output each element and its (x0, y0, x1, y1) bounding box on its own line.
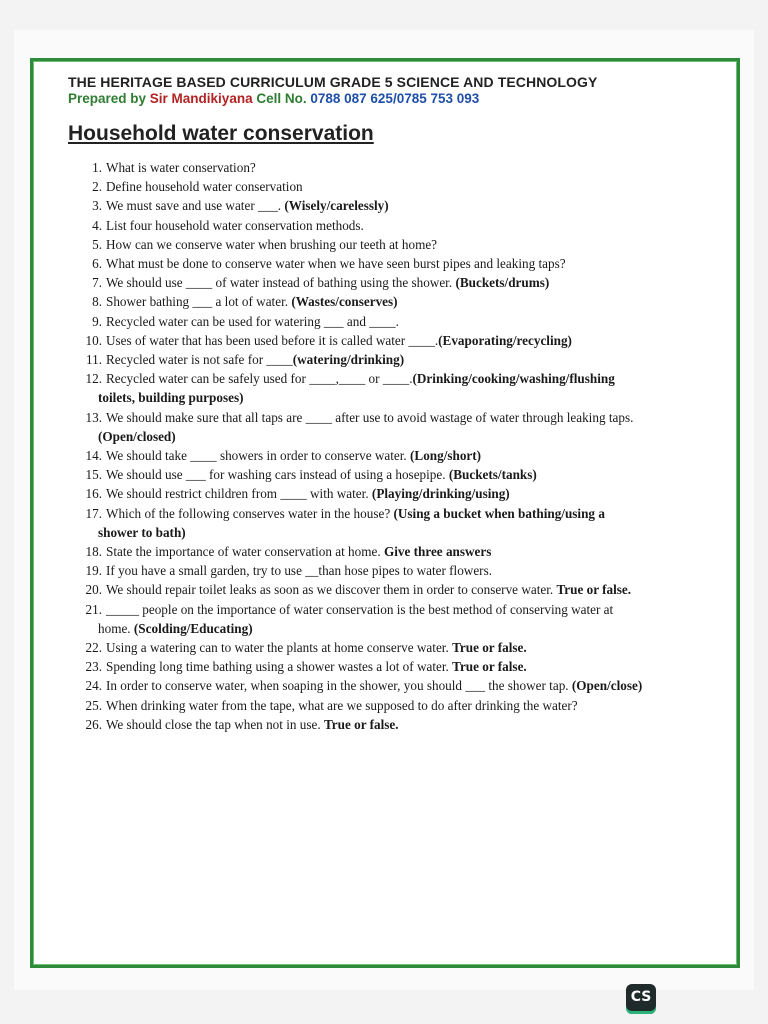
question-item (82, 292, 722, 311)
question-text: Recycled water can be safely used for ____,____ or ____. (106, 371, 413, 387)
question-text: What must be done to conserve water when we have seen burst pipes and leaking taps? (106, 256, 566, 272)
question-number: 11. (86, 352, 102, 368)
question-text: Spending long time bathing using a shower wastes a lot of water. (106, 659, 453, 675)
question-text: We should use ____ of water instead of bathing using the shower. (106, 275, 456, 291)
answer-options: (Open/close) (571, 678, 643, 694)
cell-label: Cell No. (252, 91, 311, 106)
question-text: We should close the tap when not in use. (106, 716, 324, 732)
answer-options: True or false. (323, 716, 399, 732)
question-text: Uses of water that has been used before it is called water ____. (106, 332, 439, 348)
question-item (82, 696, 722, 715)
answer-options: True or false. (556, 582, 632, 598)
question-text: Using a watering can to water the plants at home conserve water. (106, 640, 453, 656)
question-text: We should repair toilet leaks as soon as we discover them in order to conserve water. (106, 582, 557, 598)
question-item (82, 196, 722, 215)
question-text: We should make sure that all taps are ____ after use to avoid wastage of water through leaking taps. (106, 409, 634, 425)
question-item (82, 465, 722, 484)
question-number: 4. (92, 217, 102, 233)
question-item (82, 350, 722, 369)
question-number: 26. (85, 716, 102, 732)
question-text: What is water conservation? (106, 160, 256, 175)
question-item (82, 542, 722, 561)
question-item (82, 657, 722, 676)
answer-options: Give three answers (383, 544, 492, 560)
question-number: 1. (92, 160, 102, 175)
question-text: If you have a small garden, try to use __than hose pipes to water flowers. (106, 563, 492, 579)
continuation-options: shower to bath) (98, 524, 186, 540)
continuation-text: home. (98, 620, 134, 636)
question-item (82, 504, 722, 542)
question-text: _____ people on the importance of water conservation is the best method of conserving water at (106, 601, 614, 617)
question-text: In order to conserve water, when soaping in the shower, you should ___ the shower tap. (106, 678, 572, 694)
question-item (82, 216, 722, 235)
question-number: 16. (85, 486, 102, 502)
question-text: When drinking water from the tape, what are we supposed to do after drinking the water? (106, 697, 578, 713)
question-number: 8. (92, 294, 102, 310)
answer-options: (Buckets/tanks) (448, 467, 537, 483)
continuation-options: toilets, building purposes) (98, 390, 244, 406)
question-number: 18. (85, 544, 102, 560)
question-number: 5. (92, 236, 102, 252)
answer-options: (Using a bucket when bathing/using a (393, 505, 605, 521)
question-item (82, 158, 722, 177)
question-text: Define household water conservation (106, 179, 303, 195)
answer-options: (Playing/drinking/using) (371, 486, 510, 502)
question-item (82, 638, 722, 657)
camscanner-logo-icon: CS (626, 984, 656, 1014)
question-item (82, 408, 722, 446)
question-number: 3. (92, 198, 102, 214)
question-number: 13. (85, 409, 102, 425)
question-number: 17. (85, 505, 102, 521)
answer-options: (Wastes/conserves) (291, 294, 398, 310)
question-item (82, 273, 722, 292)
question-list (82, 158, 722, 734)
question-number: 2. (92, 179, 102, 195)
question-item (82, 369, 722, 407)
answer-options: (Buckets/drums) (455, 275, 550, 291)
question-item (82, 331, 722, 350)
continuation-options: (Scolding/Educating) (133, 620, 253, 636)
question-text: We should use ___ for washing cars instead of using a hosepipe. (106, 467, 449, 483)
answer-options: (Evaporating/recycling) (438, 332, 572, 348)
prepared-by-line (68, 91, 479, 106)
page-title: Household water conservation (68, 122, 374, 145)
question-item (82, 177, 722, 196)
question-continuation (82, 388, 722, 407)
question-item (82, 484, 722, 503)
question-text: We must save and use water ___. (106, 198, 285, 214)
question-number: 21. (85, 601, 102, 617)
question-item (82, 254, 722, 273)
answer-options: (Wisely/carelessly) (284, 198, 389, 214)
answer-options: True or false. (452, 659, 527, 675)
question-text: State the importance of water conservation at home. (106, 544, 384, 560)
answer-options: (watering/drinking) (292, 352, 405, 368)
continuation-options: (Open/closed) (98, 428, 176, 444)
question-continuation (82, 427, 722, 446)
question-continuation (82, 523, 722, 542)
question-number: 22. (85, 640, 102, 656)
question-text: How can we conserve water when brushing our teeth at home? (106, 236, 438, 252)
question-text: We should restrict children from ____ with water. (106, 486, 372, 502)
question-item (82, 715, 722, 734)
prepared-by-label: Prepared by (68, 91, 150, 106)
author-name: Sir Mandikiyana (149, 91, 253, 106)
question-number: 20. (85, 582, 102, 598)
phone-numbers: 0788 087 625/0785 753 093 (310, 91, 480, 106)
question-number: 14. (85, 448, 102, 464)
question-text: Recycled water is not safe for ____ (106, 352, 293, 368)
question-item (82, 235, 722, 254)
answer-options: (Long/short) (410, 448, 482, 464)
question-item (82, 561, 722, 580)
question-item (82, 600, 722, 638)
answer-options: (Drinking/cooking/washing/flushing (412, 371, 615, 387)
question-item (82, 580, 722, 599)
question-number: 15. (85, 467, 102, 483)
curriculum-heading: THE HERITAGE BASED CURRICULUM GRADE 5 SCIENCE AND TECHNOLOGY (68, 74, 598, 90)
answer-options: True or false. (452, 640, 527, 656)
question-continuation (82, 619, 722, 638)
question-text: Which of the following conserves water in the house? (106, 505, 394, 521)
question-number: 12. (85, 371, 102, 387)
question-number: 23. (85, 659, 102, 675)
question-item (82, 446, 722, 465)
question-number: 9. (92, 313, 102, 329)
question-item (82, 312, 722, 331)
question-text: List four household water conservation methods. (106, 217, 364, 233)
question-item (82, 676, 722, 695)
question-number: 19. (85, 563, 102, 579)
question-number: 10. (85, 332, 102, 348)
question-text: Recycled water can be used for watering ___ and ____. (106, 313, 399, 329)
question-text: Shower bathing ___ a lot of water. (106, 294, 292, 310)
question-number: 24. (85, 678, 102, 694)
question-number: 6. (92, 256, 102, 272)
question-number: 25. (85, 697, 102, 713)
question-number: 7. (92, 275, 102, 291)
question-text: We should take ____ showers in order to conserve water. (106, 448, 410, 464)
